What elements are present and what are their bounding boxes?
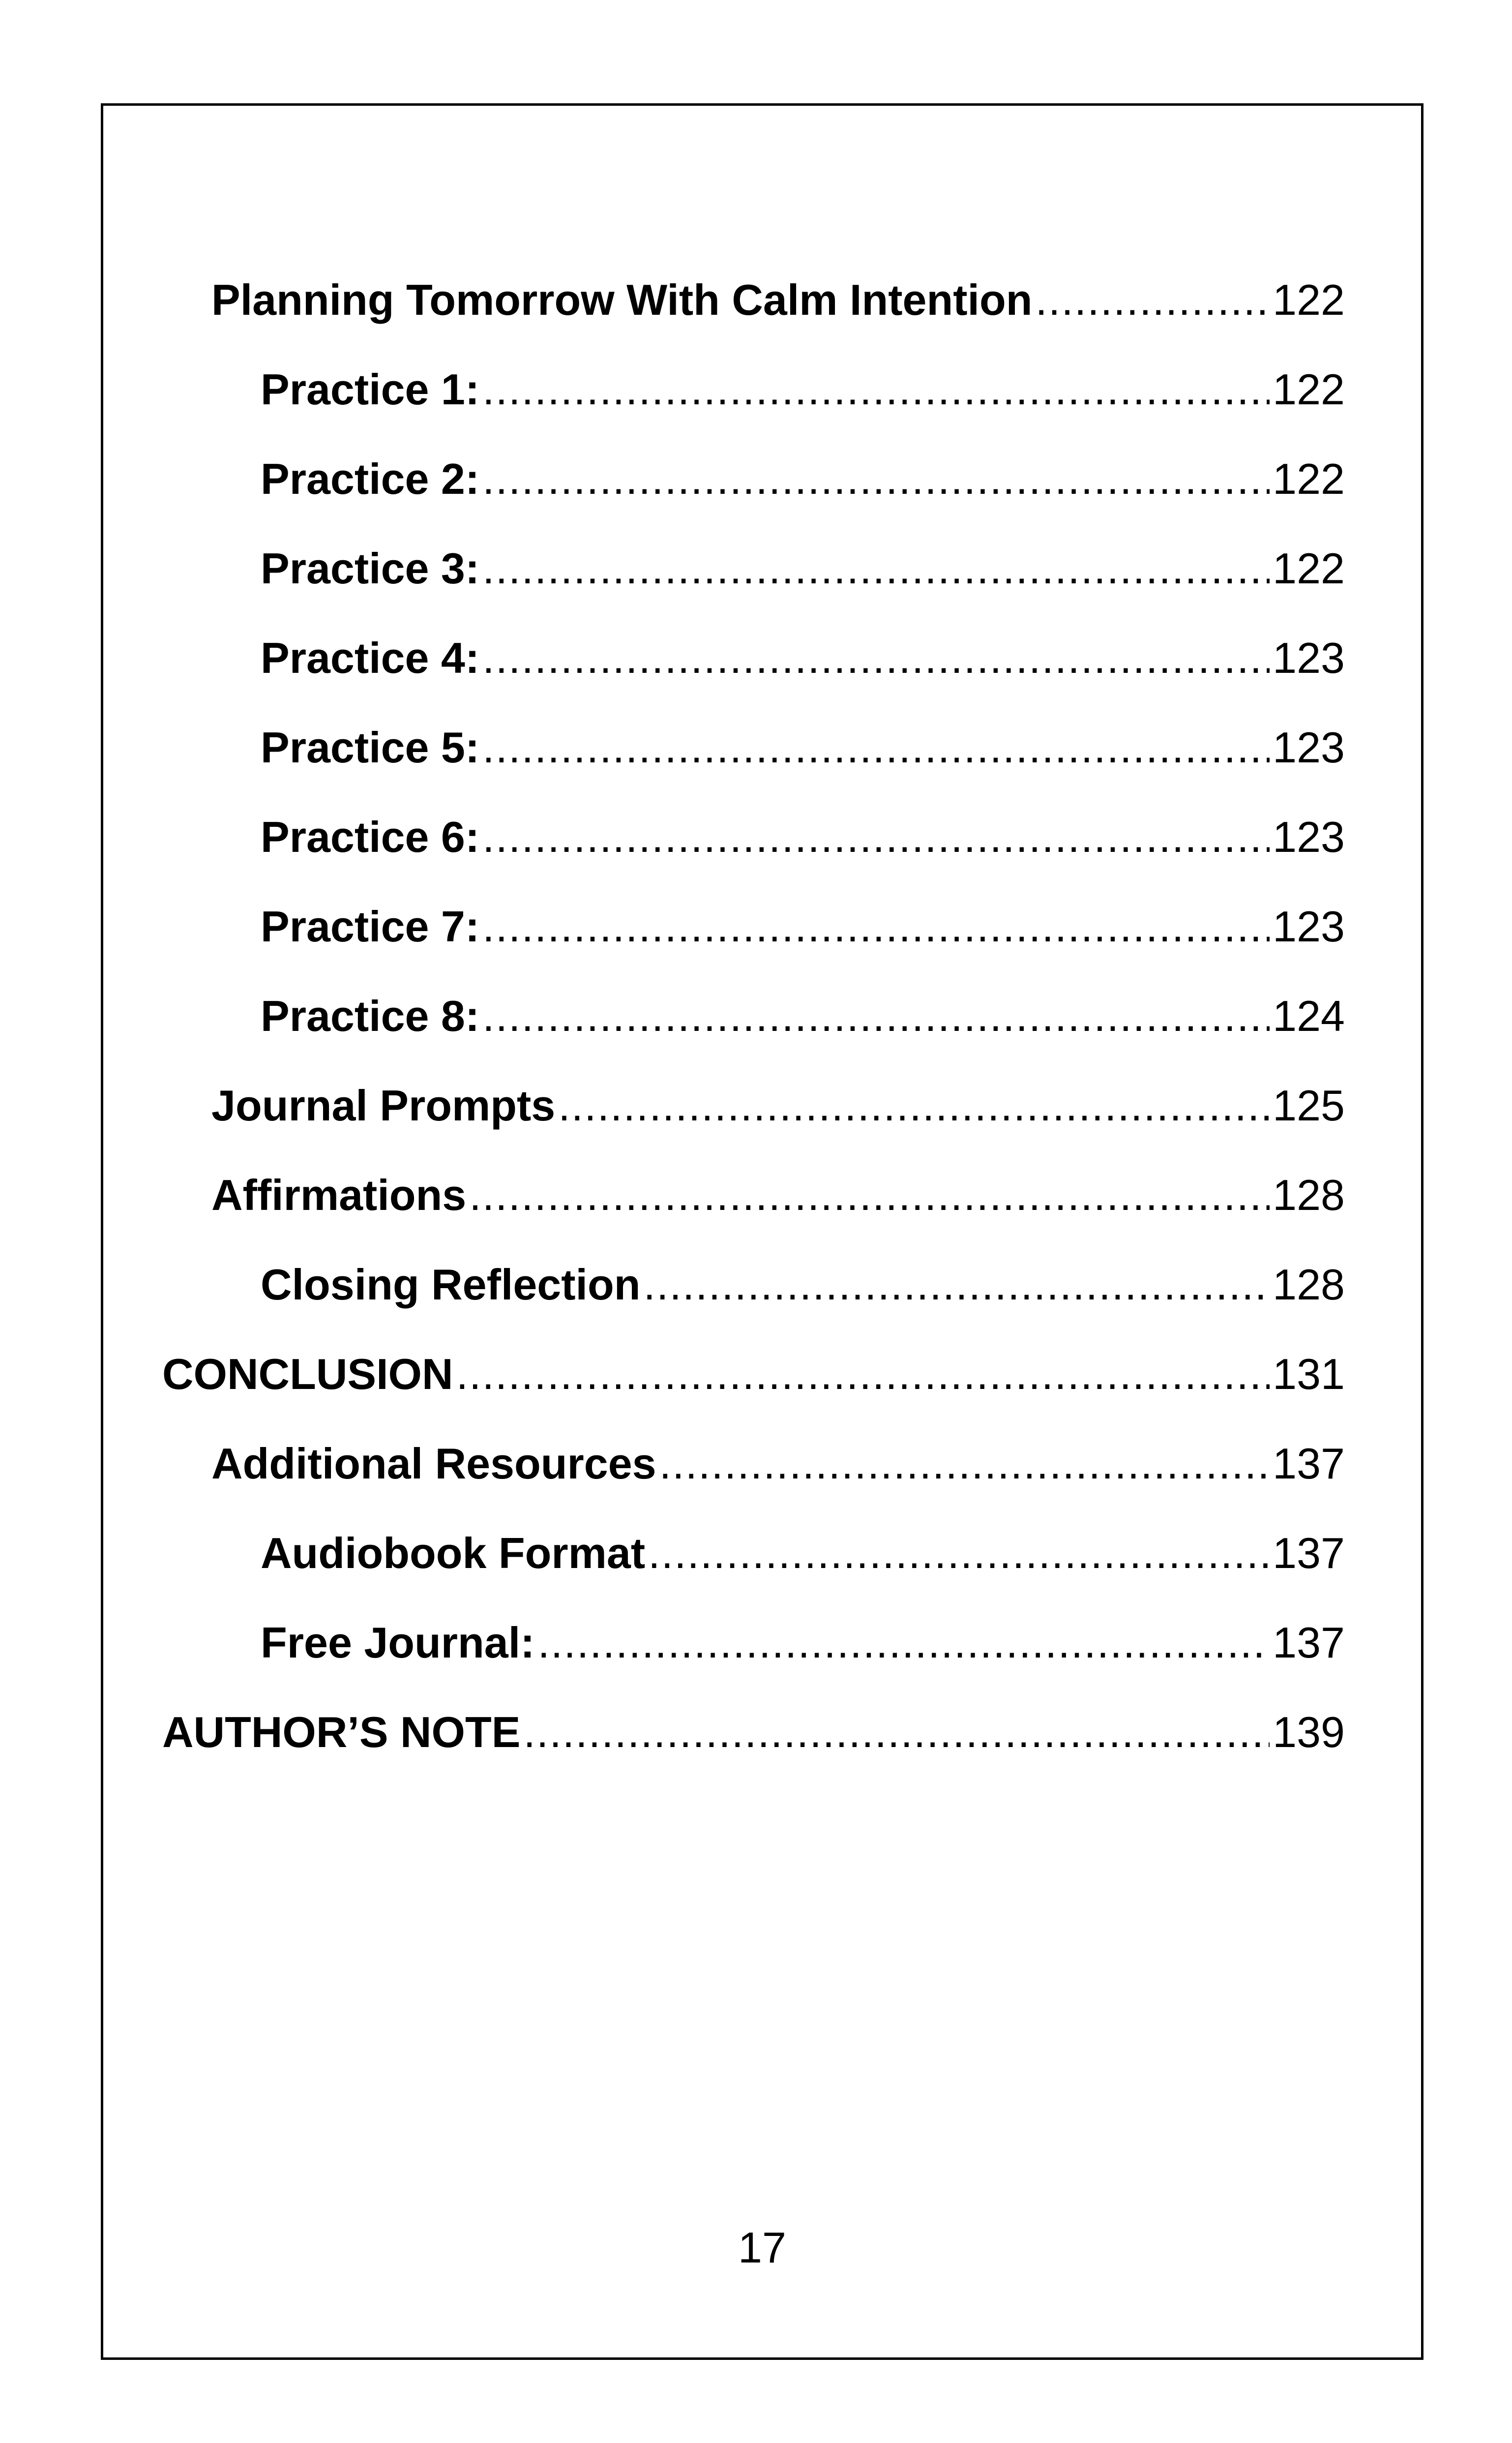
toc-leader-dots <box>482 984 1270 1048</box>
toc-entry-page: 123 <box>1273 633 1345 682</box>
toc-entry-practice-5[interactable] <box>261 716 1345 780</box>
toc-entry-closing-reflection[interactable] <box>261 1253 1345 1317</box>
toc-entry-conclusion[interactable] <box>162 1342 1345 1406</box>
toc-leader-dots <box>482 805 1270 869</box>
toc-entry-title: Practice 6: <box>261 813 480 861</box>
toc-entry-page: 123 <box>1273 723 1345 772</box>
toc-entry-page: 122 <box>1273 275 1345 324</box>
toc-entry-title: Practice 2: <box>261 454 480 503</box>
toc-entry-journal-prompts[interactable] <box>211 1074 1345 1138</box>
toc-entry-page: 137 <box>1273 1439 1345 1488</box>
toc-entry-additional-resources[interactable] <box>211 1432 1345 1496</box>
toc-leader-dots <box>558 1074 1270 1138</box>
table-of-contents <box>103 106 1421 2357</box>
toc-entry-page: 122 <box>1273 544 1345 593</box>
toc-leader-dots <box>456 1342 1270 1406</box>
toc-entry-planning-tomorrow[interactable] <box>211 268 1345 332</box>
toc-leader-dots <box>482 716 1270 780</box>
toc-entry-page: 137 <box>1273 1618 1345 1667</box>
toc-entry-practice-7[interactable] <box>261 895 1345 959</box>
toc-leader-dots <box>482 895 1270 959</box>
page-number: 17 <box>738 2223 786 2272</box>
toc-entry-title: Audiobook Format <box>261 1529 646 1577</box>
toc-entry-page: 122 <box>1273 365 1345 414</box>
toc-entry-page: 137 <box>1273 1529 1345 1577</box>
toc-entry-title: Planning Tomorrow With Calm Intention <box>211 275 1033 324</box>
toc-entry-title: AUTHOR’S NOTE <box>162 1708 521 1756</box>
toc-leader-dots <box>537 1611 1270 1675</box>
toc-leader-dots <box>659 1432 1270 1496</box>
toc-leader-dots <box>469 1163 1270 1227</box>
toc-entry-title: Affirmations <box>211 1171 467 1219</box>
toc-leader-dots <box>644 1253 1270 1317</box>
toc-entry-audiobook-format[interactable] <box>261 1521 1345 1585</box>
toc-entry-title: Practice 8: <box>261 992 480 1040</box>
toc-entry-page: 124 <box>1273 992 1345 1040</box>
toc-entry-title: Practice 5: <box>261 723 480 772</box>
toc-entry-practice-2[interactable] <box>261 447 1345 511</box>
toc-entry-affirmations[interactable] <box>211 1163 1345 1227</box>
toc-entry-free-journal[interactable] <box>261 1611 1345 1675</box>
toc-entry-page: 125 <box>1273 1081 1345 1130</box>
toc-entry-title: Closing Reflection <box>261 1260 641 1309</box>
toc-leader-dots <box>482 358 1270 422</box>
toc-entry-practice-6[interactable] <box>261 805 1345 869</box>
toc-entry-page: 123 <box>1273 813 1345 861</box>
toc-entry-practice-4[interactable] <box>261 626 1345 690</box>
toc-leader-dots <box>1035 268 1270 332</box>
toc-entry-title: Practice 3: <box>261 544 480 593</box>
toc-entry-title: Additional Resources <box>211 1439 656 1488</box>
toc-entry-page: 131 <box>1273 1350 1345 1398</box>
toc-entry-title: CONCLUSION <box>162 1350 453 1398</box>
toc-entry-authors-note[interactable] <box>162 1700 1345 1764</box>
toc-leader-dots <box>482 537 1270 601</box>
toc-leader-dots <box>482 626 1270 690</box>
toc-leader-dots <box>523 1700 1270 1764</box>
toc-entry-page: 128 <box>1273 1171 1345 1219</box>
toc-entry-title: Free Journal: <box>261 1618 535 1667</box>
toc-entry-page: 122 <box>1273 454 1345 503</box>
toc-entry-page: 139 <box>1273 1708 1345 1756</box>
toc-entry-page: 128 <box>1273 1260 1345 1309</box>
toc-entry-page: 123 <box>1273 902 1345 951</box>
toc-leader-dots <box>482 447 1270 511</box>
toc-entry-practice-1[interactable] <box>261 358 1345 422</box>
toc-entry-title: Practice 4: <box>261 633 480 682</box>
toc-entry-practice-8[interactable] <box>261 984 1345 1048</box>
page-frame <box>101 103 1423 2360</box>
toc-entry-title: Practice 1: <box>261 365 480 414</box>
toc-leader-dots <box>648 1521 1270 1585</box>
toc-entry-practice-3[interactable] <box>261 537 1345 601</box>
toc-entry-title: Journal Prompts <box>211 1081 556 1130</box>
toc-entry-title: Practice 7: <box>261 902 480 951</box>
